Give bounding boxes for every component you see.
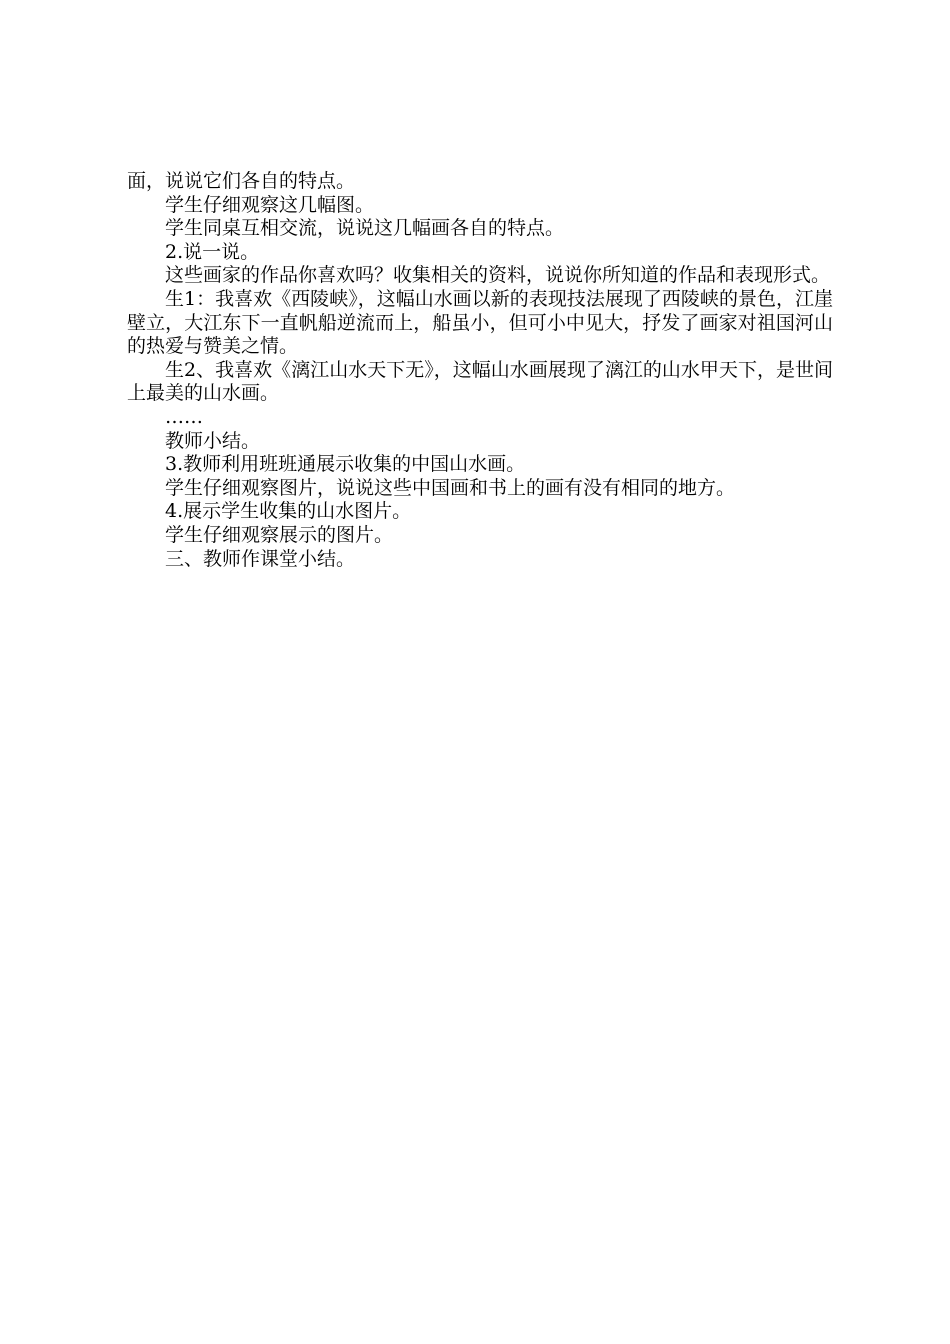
paragraph-discuss: 学生同桌互相交流，说说这几幅画各自的特点。 <box>165 217 565 240</box>
paragraph-observe-pictures: 学生仔细观察展示的图片。 <box>165 523 394 546</box>
paragraph-continuation: 面，说说它们各自的特点。 <box>127 170 356 192</box>
paragraph-ellipsis: …… <box>165 405 203 428</box>
section-heading-class-summary: 三、教师作课堂小结。 <box>165 547 356 570</box>
paragraph-question: 这些画家的作品你喜欢吗？收集相关的资料，说说你所知道的作品和表现形式。 <box>165 264 831 287</box>
paragraph-student-2: 生2、我喜欢《漓江山水天下无》，这幅山水画展现了漓江的山水甲天下，是世间上最美的山水画。 <box>127 358 833 405</box>
paragraph-compare: 学生仔细观察图片，说说这些中国画和书上的画有没有相同的地方。 <box>165 476 736 499</box>
document-body <box>127 170 833 571</box>
paragraph-student-1: 生1：我喜欢《西陵峡》，这幅山水画以新的表现技法展现了西陵峡的景色，江崖壁立，大江东下一直帆船逆流而上，船虽小，但可小中见大，抒发了画家对祖国河山的热爱与赞美之情。 <box>127 287 833 358</box>
paragraph-teacher-summary: 教师小结。 <box>165 429 261 452</box>
paragraph-observe: 学生仔细观察这几幅图。 <box>165 193 375 216</box>
section-heading-display: 4.展示学生收集的山水图片。 <box>165 500 412 523</box>
section-heading-speak: 2.说一说。 <box>165 240 260 263</box>
section-heading-show: 3.教师利用班班通展示收集的中国山水画。 <box>165 453 526 476</box>
